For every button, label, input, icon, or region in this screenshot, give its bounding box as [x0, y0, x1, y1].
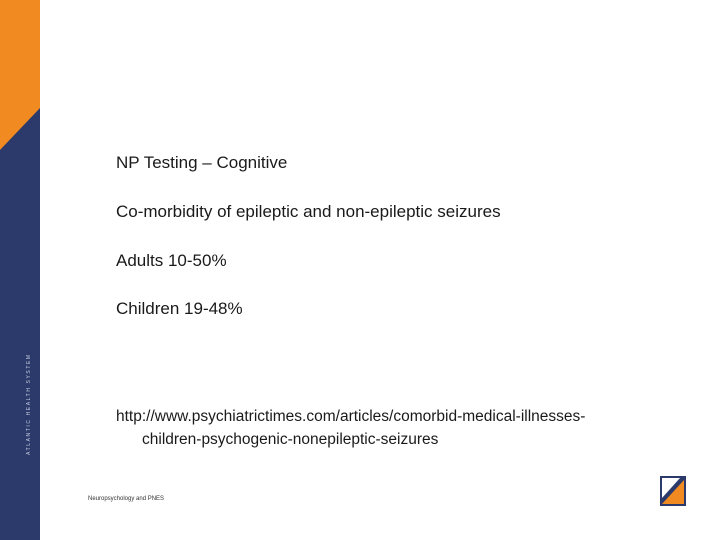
side-bar	[0, 0, 40, 540]
line-adults: Adults 10-50%	[116, 251, 227, 270]
line-comorbidity: Co-morbidity of epileptic and non-epileptic seizures	[116, 202, 501, 221]
reference-url[interactable]	[116, 405, 676, 451]
line-children: Children 19-48%	[116, 299, 243, 318]
atlantic-health-logo-icon	[660, 476, 686, 506]
reference-url-line1: http://www.psychiatrictimes.com/articles/comorbid-medical-illnesses-	[116, 408, 586, 425]
brand-vertical-text: ATLANTIC HEALTH SYSTEM	[26, 353, 32, 455]
reference-url-line2: children-psychogenic-nonepileptic-seizures	[142, 431, 439, 448]
footer-text: Neuropsychology and PNES	[88, 496, 165, 502]
line-np-testing: NP Testing – Cognitive	[116, 153, 288, 172]
